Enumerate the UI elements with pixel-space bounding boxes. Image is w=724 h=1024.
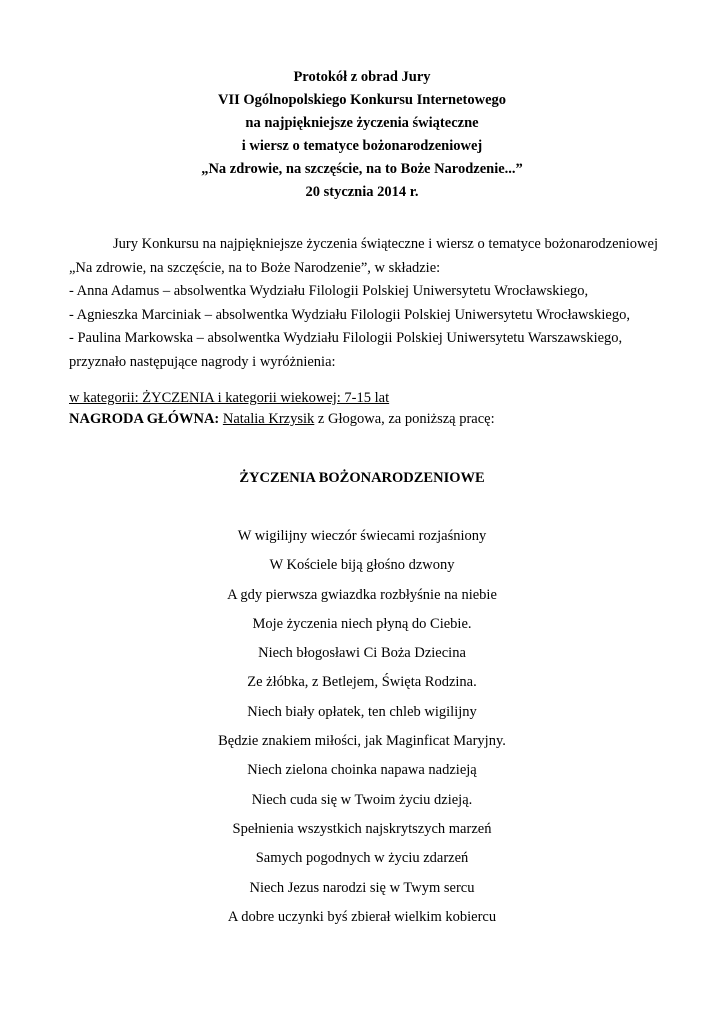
jury-member: - Anna Adamus – absolwentka Wydziału Filologii Polskiej Uniwersytetu Wrocławskiego, [69,283,589,299]
poem-line: Niech zielona choinka napawa nadzieją [247,762,477,779]
poem-line: Samych pogodnych w życiu zdarzeń [255,850,469,867]
poem-line: A gdy pierwsza gwiazdka rozbłyśnie na niebie [227,586,497,603]
jury-member: - Agnieszka Marciniak – absolwentka Wydziału Filologii Polskiej Uniwersytetu Wrocławskiego, [69,306,630,323]
poem-line: Moje życzenia niech płyną do Ciebie. [252,615,472,632]
award-section [69,388,658,430]
jury-paragraph: Jury Konkursu na najpiękniejsze życzenia świąteczne i wiersz o tematyce bożonarodzeniowej „Na zdrowie, na szczęście, na to Boże Narodzenie”, w składzie: [69,236,658,276]
jury-closing: przyznało następujące nagrody i wyróżnienia: [69,353,336,370]
header-subject-2: i wiersz o tematyce bożonarodzeniowej [241,138,483,154]
winner-name: Natalia Krzysik [222,411,315,427]
header-title: Protokół z obrad Jury [293,69,431,85]
header-subject-1: na najpiękniejsze życzenia świąteczne [245,115,479,131]
poem-line: Niech cuda się w Twoim życiu dzieją. [251,791,473,808]
header-contest-name: VII Ogólnopolskiego Konkursu Internetowego [217,92,507,108]
award-line [69,409,658,430]
poem-line: Ze żłóbka, z Betlejem, Święta Rodzina. [247,674,477,691]
award-label: NAGRODA GŁÓWNA: [69,411,220,427]
poem-line: A dobre uczynki byś zbierał wielkim kobiercu [227,908,497,925]
jury-section [69,233,658,374]
poem-line: W wigilijny wieczór świecami rozjaśniony [237,528,487,544]
poem-line: Niech biały opłatek, ten chleb wigilijny [247,703,477,720]
category-line: w kategorii: ŻYCZENIA i kategorii wiekowej: 7-15 lat [69,390,390,406]
poem-line: Niech Jezus narodzi się w Twym sercu [249,879,475,896]
poem-title: ŻYCZENIA BOŻONARODZENIOWE [239,470,485,486]
jury-member: - Paulina Markowska – absolwentka Wydziału Filologii Polskiej Uniwersytetu Warszawskiego, [69,330,623,346]
document-header [0,68,724,206]
poem-line: Będzie znakiem miłości, jak Maginficat Maryjny. [218,733,506,750]
poem-line: Spełnienia wszystkich najskrytszych marzeń [232,820,492,837]
poem-line: W Kościele biją głośno dzwony [269,557,455,574]
header-motto: „Na zdrowie, na szczęście, na to Boże Narodzenie...” [201,161,523,177]
header-date: 20 stycznia 2014 r. [305,184,419,200]
award-description: z Głogowa, za poniższą pracę: [314,411,495,427]
poem-body [0,526,724,936]
poem-line: Niech błogosławi Ci Boża Dziecina [258,645,466,662]
